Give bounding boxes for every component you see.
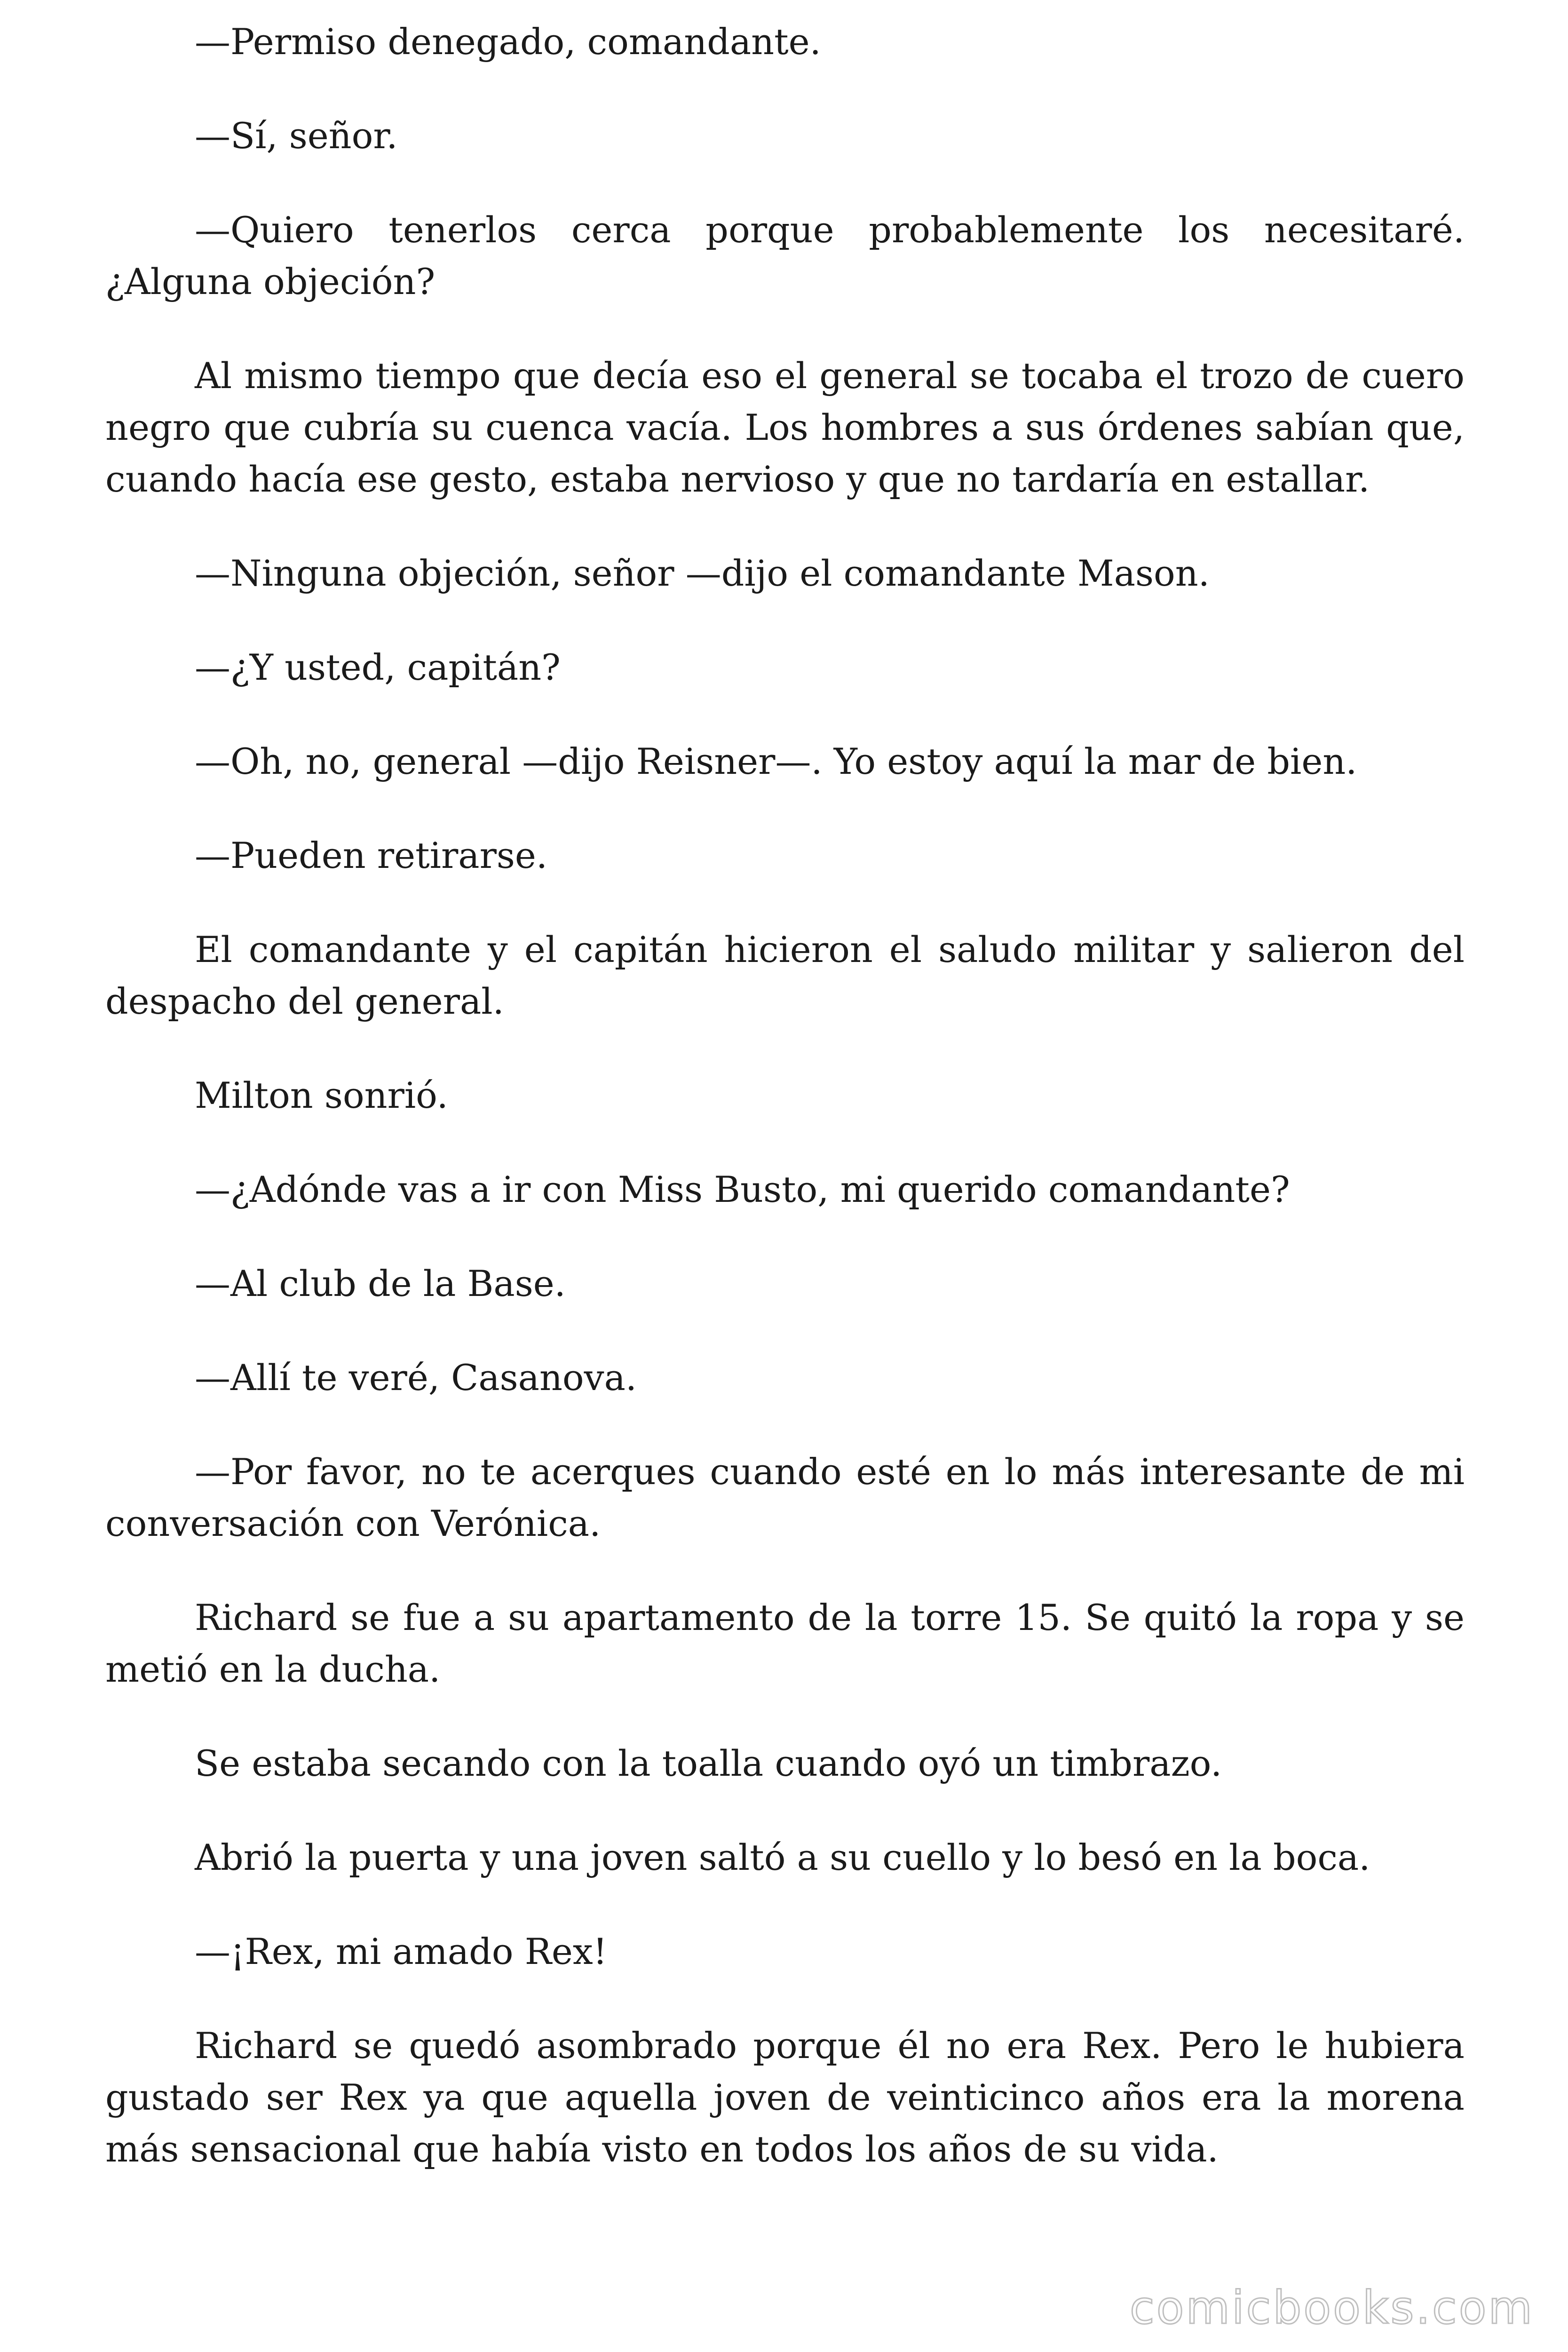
book-page-text [105, 16, 1465, 2175]
paragraph: Se estaba secando con la toalla cuando oyó un timbrazo. [195, 1742, 1222, 1784]
paragraph: —Quiero tenerlos cerca porque probablemente los necesitaré. ¿Alguna objeción? [105, 209, 1465, 302]
watermark: comicbooks.com [1129, 2281, 1534, 2334]
paragraph: —Sí, señor. [195, 115, 398, 157]
paragraph: —Por favor, no te acerques cuando esté en lo más interesante de mi conversación con Verónica. [105, 1451, 1465, 1544]
paragraph: —¿Adónde vas a ir con Miss Busto, mi querido comandante? [195, 1168, 1290, 1210]
paragraph: —Al club de la Base. [195, 1263, 566, 1304]
paragraph: —Ninguna objeción, señor —dijo el comandante Mason. [195, 552, 1210, 594]
paragraph: —Oh, no, general —dijo Reisner—. Yo estoy aquí la mar de bien. [195, 740, 1357, 782]
paragraph: Abrió la puerta y una joven saltó a su cuello y lo besó en la boca. [195, 1836, 1370, 1878]
paragraph: Richard se fue a su apartamento de la torre 15. Se quitó la ropa y se metió en la ducha. [105, 1597, 1465, 1690]
paragraph: El comandante y el capitán hicieron el saludo militar y salieron del despacho del general. [105, 929, 1465, 1022]
paragraph: —¿Y usted, capitán? [195, 646, 561, 688]
paragraph: —Allí te veré, Casanova. [195, 1357, 637, 1398]
paragraph: Al mismo tiempo que decía eso el general se tocaba el trozo de cuero negro que cubría su cuenca vacía. Los hombres a sus órdenes sabían que, cuando hacía ese gesto, estaba nervioso y que no tardaría en estallar. [105, 355, 1465, 500]
paragraph: —Pueden retirarse. [195, 834, 548, 876]
paragraph: Milton sonrió. [195, 1074, 448, 1116]
paragraph: Richard se quedó asombrado porque él no era Rex. Pero le hubiera gustado ser Rex ya que aquella joven de veinticinco años era la morena más sensacional que había visto en todos los años de su vida. [105, 2025, 1465, 2170]
paragraph: —Permiso denegado, comandante. [195, 21, 821, 63]
paragraph: —¡Rex, mi amado Rex! [195, 1931, 608, 1972]
